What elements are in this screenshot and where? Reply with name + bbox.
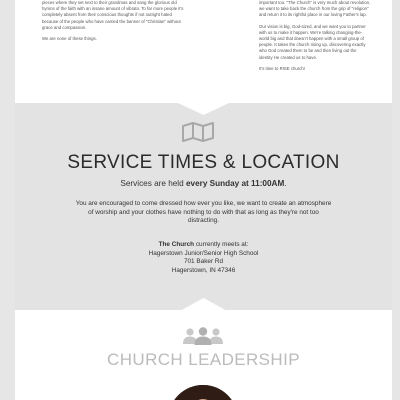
intro-right-column [259, 0, 371, 77]
service-title: SERVICE TIMES & LOCATION [67, 152, 340, 173]
section-divider-top [15, 103, 392, 115]
location-lead [15, 241, 392, 250]
intro-right-paragraph: It's time to RISE church! [259, 65, 305, 71]
intro-right-paragraph: important too. "The Church" is very much about revolution, we want to take back the church from the grip of "religion" and return it to its rightful place in our loving Father's lap. [259, 0, 371, 18]
service-schedule-suffix: . [284, 179, 287, 188]
service-schedule-prefix: Services are held [120, 179, 186, 188]
location-lead-church: The Church [158, 241, 195, 248]
location-venue: Hagerstown Junior/Senior High School [148, 249, 259, 257]
leader-avatar [168, 385, 238, 400]
service-schedule [15, 179, 392, 188]
intro-left-paragraph: pieces where they set next to their grandmas and sang the glorious old hymns of the faith with an insane amount of vibrato. To far more people it's completely absent from their conscious thoughts if not outright hated because of the people who have carried the banner of "Christian" without grace and compassion. [42, 0, 184, 30]
location-lead-text: currently meets at: [194, 241, 249, 248]
avatar-hair [168, 385, 238, 400]
intro-left-column [42, 0, 189, 47]
people-icon [181, 327, 225, 345]
location-street: 701 Baker Rd [183, 258, 224, 265]
section-divider-bottom [15, 298, 392, 312]
leadership-title: CHURCH LEADERSHIP [107, 350, 300, 369]
map-icon [181, 122, 215, 142]
location-city: Hagerstown, IN 47346 [171, 266, 236, 274]
intro-right-paragraph: Our vision is big, God-sized, and we want you to partner with us to make it happen. We're talking changing-the-world big and that doesn't happen with a small group of people. It takes the church rising up, discovering exactly who God created them to be and then living out the identity He created us to have. [259, 23, 366, 60]
service-location [15, 241, 392, 275]
service-dress-note: You are encouraged to come dressed how ever you like, we want to create an atmosphere of worship and your clothes have nothing to do with that as long as they're not too distracting. [75, 200, 332, 225]
intro-section [15, 0, 392, 103]
intro-left-paragraph: We are none of these things. [42, 36, 97, 42]
page [15, 0, 392, 400]
service-schedule-time: every Sunday at 11:00AM [185, 179, 285, 188]
